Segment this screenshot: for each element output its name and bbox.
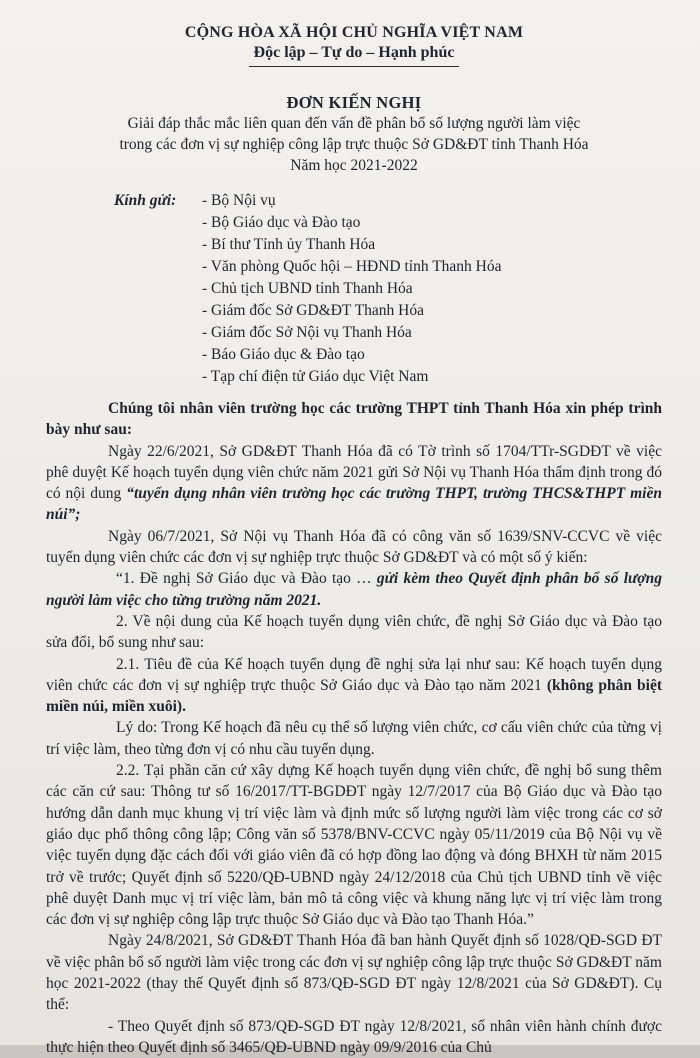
recipient-item: - Giám đốc Sở Nội vụ Thanh Hóa xyxy=(202,324,412,341)
quote-item-1 xyxy=(46,568,662,611)
quote-emphasis: gửi kèm theo Quyết định phân bổ số lượng người làm việc cho từng trường năm 2021. xyxy=(46,570,662,609)
document-subtitle-1: Giải đáp thắc mắc liên quan đến vấn đề phân bổ số lượng người làm việc xyxy=(127,115,581,132)
recipient-item: - Bộ Nội vụ xyxy=(202,192,276,209)
quoted-content: “tuyển dụng nhân viên trường học các trường THPT, trường THCS&THPT miền núi”; xyxy=(46,485,662,524)
quote-text: 2.1. Tiêu đề của Kế hoạch tuyển dụng đề nghị sửa lại như sau: Kế hoạch tuyển dụng viên chức các đơn vị sự nghiệp trực thuộc Sở Giáo dục và Đào tạo năm 2021 xyxy=(46,655,662,694)
paragraph-cụ-thể: - Theo Quyết định số 873/QĐ-SGD ĐT ngày 12/8/2021, số nhân viên hành chính được thực hiện theo Quyết định số 3465/QĐ-UBND ngày 09/9/2016 của Chủ xyxy=(46,1017,662,1056)
recipients-label: Kính gửi: xyxy=(114,192,177,209)
document-subtitle-2: trong các đơn vị sự nghiệp công lập trực thuộc Sở GD&ĐT tỉnh Thanh Hóa xyxy=(119,136,589,153)
intro-paragraph: Chúng tôi nhân viên trường học các trường THPT tỉnh Thanh Hóa xin phép trình bày như sau: xyxy=(46,400,662,439)
recipient-item: - Báo Giáo dục & Đào tạo xyxy=(202,346,365,363)
recipient-item: - Bộ Giáo dục và Đào tạo xyxy=(202,214,361,231)
paragraph-text: Ngày 22/6/2021, Sở GD&ĐT Thanh Hóa đã có Tờ trình số 1704/TTr-SGDĐT về việc phê duyệt Kế hoạch tuyển dụng viên chức năm 2021 gửi Sở Nội vụ Thanh Hóa thẩm định trong đó có nội dung xyxy=(46,442,662,503)
recipient-item: - Giám đốc Sở GD&ĐT Thanh Hóa xyxy=(202,302,425,319)
recipient-item: - Chủ tịch UBND tỉnh Thanh Hóa xyxy=(202,280,413,297)
recipient-item: - Tạp chí điện tử Giáo dục Việt Nam xyxy=(202,368,429,385)
paragraph-tờ-trình xyxy=(46,441,662,526)
quote-item-2-1 xyxy=(46,654,662,718)
national-header xyxy=(46,24,662,67)
paragraph-quyết-định: Ngày 24/8/2021, Sở GD&ĐT Thanh Hóa đã ban hành Quyết định số 1028/QĐ-SGD ĐT về việc phân bổ số người làm việc trong các đơn vị sự nghiệp công lập trực thuộc Sở GD&ĐT năm học 2021-2022 (thay thế Quyết định số 873/QĐ-SGD ĐT ngày 12/8/2021 của Sở GD&ĐT). Cụ thể: xyxy=(46,932,662,1014)
recipients-list xyxy=(46,190,662,388)
national-motto: Độc lập – Tự do – Hạnh phúc xyxy=(253,44,455,61)
paragraph-công-văn: Ngày 06/7/2021, Sở Nội vụ Thanh Hóa đã có công văn số 1639/SNV-CCVC về việc tuyển dụng viên chức các đơn vị sự nghiệp trực thuộc Sở GD&ĐT và có một số ý kiến: xyxy=(46,527,662,567)
quote-text: “1. Đề nghị Sở Giáo dục và Đào tạo … xyxy=(116,570,377,588)
quote-item-2: 2. Về nội dung của Kế hoạch tuyển dụng viên chức, đề nghị Sở Giáo dục và Đào tạo sửa đổi, bổ sung như sau: xyxy=(46,612,662,652)
document-subtitle-3: Năm học 2021-2022 xyxy=(290,157,418,174)
quote-item-2-2: 2.2. Tại phần căn cứ xây dựng Kế hoạch tuyển dụng viên chức, đề nghị bổ sung thêm các căn cứ sau: Thông tư số 16/2017/TT-BGDĐT ngày 12/7/2017 của Bộ Giáo dục và Đào tạo hướng dẫn danh mục khung vị trí việc làm và định mức số lượng người làm việc trong các cơ sở giáo dục phổ thông công lập; Công văn số 5378/BNV-CCVC ngày 05/11/2019 của Bộ Nội vụ về việc tuyển dụng đặc cách đối với giáo viên đã có hợp đồng lao động và đóng BHXH từ năm 2015 trở về trước; Quyết định số 5220/QĐ-UBND ngày 24/12/2018 của Chủ tịch UBND tỉnh về việc phê duyệt Danh mục vị trí việc làm, bản mô tả công việc và khung năng lực vị trí việc làm trong các đơn vị sự nghiệp công lập trực thuộc Sở Giáo dục và Đào tạo Thanh Hóa.” xyxy=(46,762,662,929)
quote-emphasis: (không phân biệt miền núi, miền xuôi). xyxy=(46,676,662,716)
recipient-item: - Bí thư Tỉnh ủy Thanh Hóa xyxy=(202,236,376,253)
national-title: CỘNG HÒA XÃ HỘI CHỦ NGHĨA VIỆT NAM xyxy=(184,24,524,41)
recipient-item: - Văn phòng Quốc hội – HĐND tỉnh Thanh Hóa xyxy=(202,258,502,275)
document-title: ĐƠN KIẾN NGHỊ xyxy=(286,93,422,112)
header-underline xyxy=(249,66,459,67)
reason-paragraph: Lý do: Trong Kế hoạch đã nêu cụ thể số lượng viên chức, cơ cấu viên chức của từng vị trí việc làm, theo từng đơn vị có nhu cầu tuyển dụng. xyxy=(46,719,662,758)
document-heading xyxy=(46,93,662,176)
recipients-block xyxy=(46,190,662,388)
document-body xyxy=(46,398,662,1058)
